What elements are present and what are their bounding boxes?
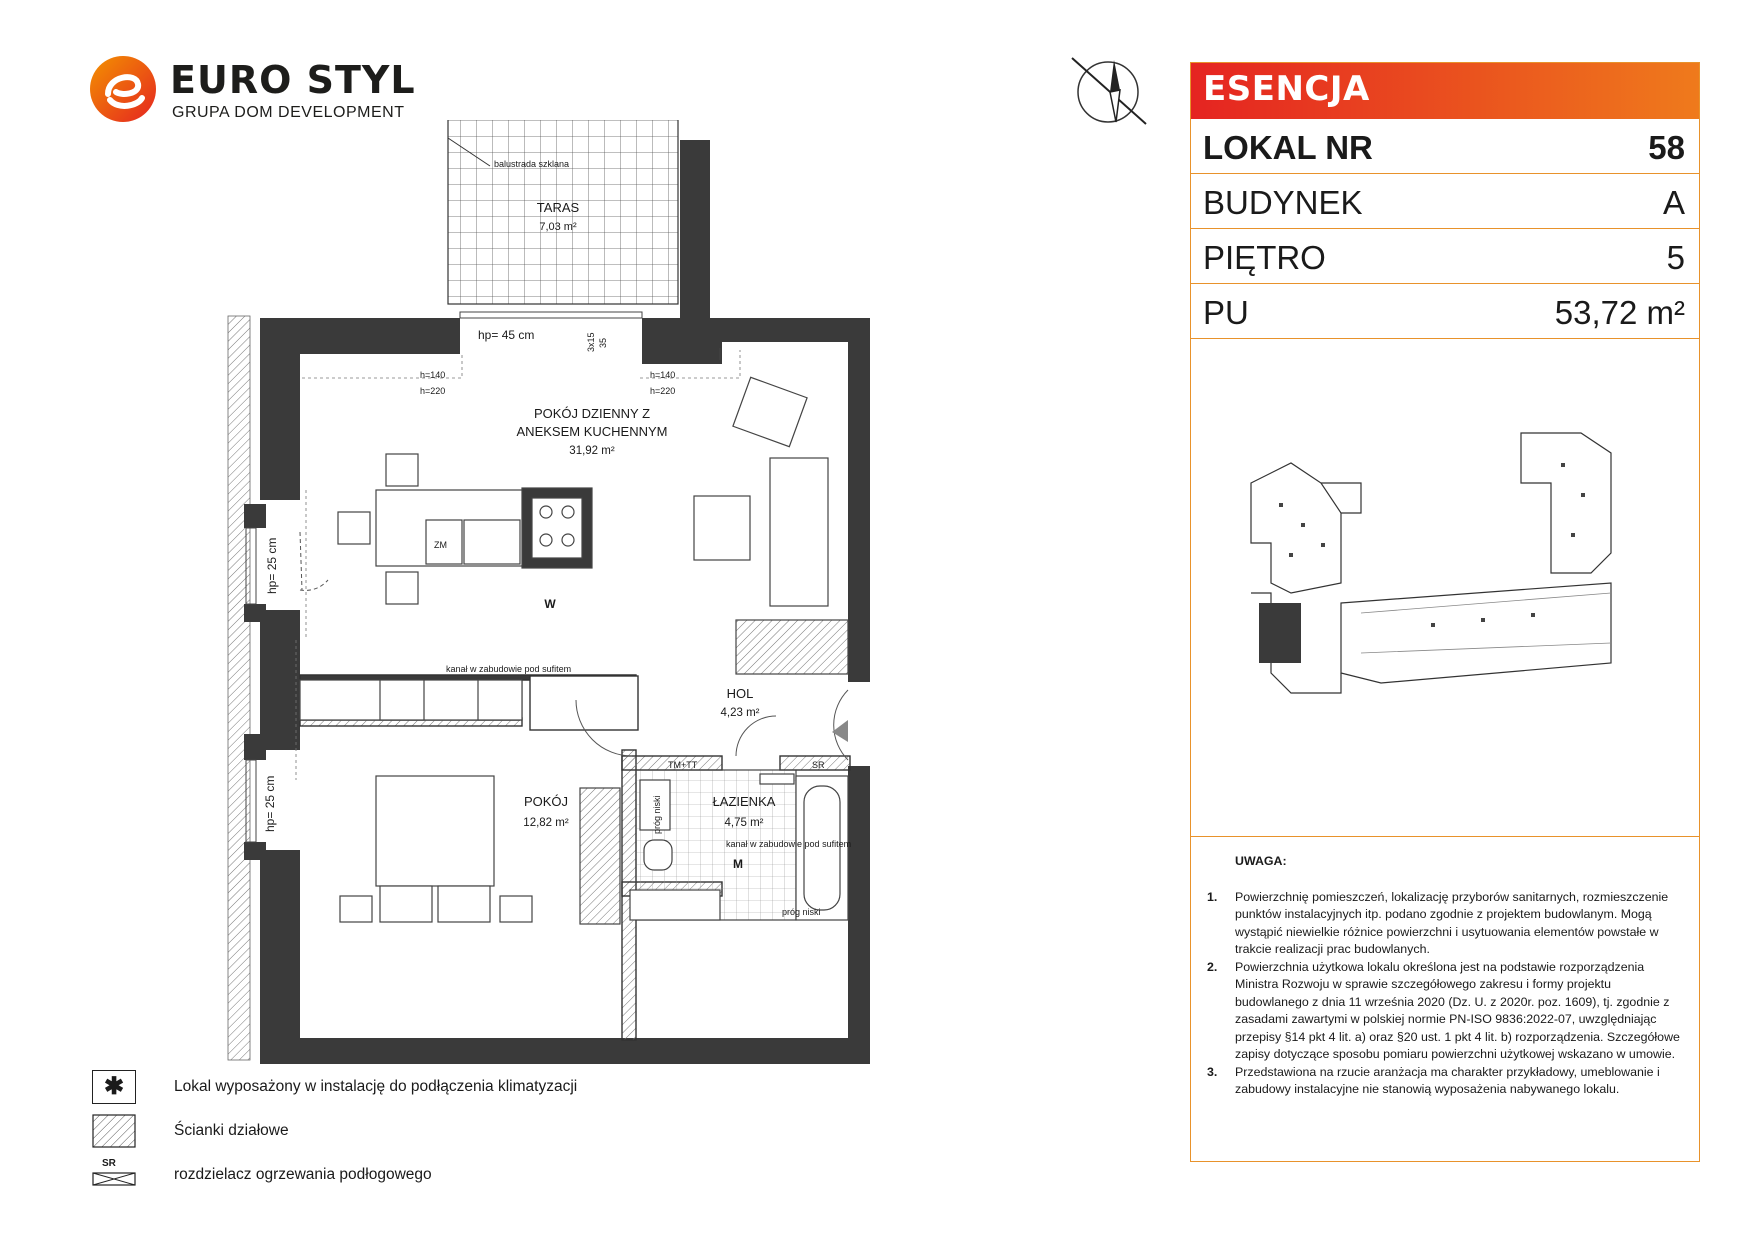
asterisk-icon: ✱: [92, 1070, 136, 1104]
stairs-label-2: 35: [598, 337, 608, 348]
note-1-text: Powierzchnię pomieszczeń, lokalizację przyborów sanitarnych, rozmieszczenie punktów instalacyjnych itp. podano zgodnie z projektem budowlanym. Mogą wystąpić niewielkie różnice powierzchni i usytuowania elementów powstałe w trakcie realizacji prac budowlanych.: [1235, 889, 1669, 956]
legend-item-partition: [92, 1114, 652, 1150]
living-area: 31,92 m²: [569, 445, 615, 457]
note-1-num: 1.: [1207, 889, 1218, 904]
unit-info-panel: [1190, 62, 1700, 1162]
floor-value: 5: [1666, 239, 1685, 276]
building-key-plan: [1231, 423, 1661, 743]
hp25-label: hp= 25 cm: [265, 537, 279, 594]
prog-label-2: próg niski: [652, 795, 662, 834]
stairs-label: 3x15: [586, 332, 596, 352]
note-3: [1207, 1064, 1687, 1099]
notes-divider: [1191, 836, 1699, 837]
area-value: 53,72 m²: [1554, 294, 1685, 331]
note-3-text: Przedstawiona na rzucie aranżacja ma charakter przykładowy, umeblowanie i zabudowy instalacyjne nie stanowią wyposażenia nabywanego lokalu.: [1235, 1064, 1660, 1096]
room-area: 12,82 m²: [523, 817, 569, 829]
w-label: W: [544, 597, 556, 611]
legend-item-distributor: [92, 1158, 652, 1194]
row-floor: [1191, 229, 1699, 284]
h220-label-2: h=220: [650, 386, 676, 396]
panel-header: [1191, 63, 1699, 119]
compass-icon: [1070, 56, 1148, 126]
hatched-wall-icon: [92, 1114, 136, 1148]
unit-number-label: LOKAL NR: [1203, 129, 1373, 166]
h140-label-2: h=140: [650, 370, 676, 380]
note-3-num: 3.: [1207, 1064, 1218, 1079]
floor-plan: [220, 120, 980, 1070]
zm-label: ZM: [434, 540, 447, 550]
terrace-area: 7,03 m²: [539, 221, 577, 233]
kanal-label-2: kanał w zabudowie pod sufitem: [726, 839, 852, 849]
legend-text-aircon: Lokal wyposażony w instalację do podłączenia klimatyzacji: [174, 1078, 578, 1095]
brand-name: EURO STYL: [170, 58, 416, 102]
row-area: [1191, 284, 1699, 339]
brand-subtitle: GRUPA DOM DEVELOPMENT: [172, 104, 405, 121]
euro-styl-logo-icon: [88, 54, 158, 124]
legend-item-aircon: [92, 1070, 652, 1106]
floor-heating-distributor-icon: SR: [92, 1158, 136, 1192]
outer-strip: [228, 316, 250, 1060]
living-name-2: ANEKSEM KUCHENNYM: [516, 424, 668, 439]
hall-name: HOL: [726, 686, 754, 701]
area-label: PU: [1203, 294, 1249, 331]
row-building: [1191, 174, 1699, 229]
sr-label: SR: [812, 760, 825, 770]
note-2-text: Powierzchnia użytkowa lokalu określona jest na podstawie rozporządzenia Ministra Rozwoju w sprawie szczegółowego zakresu i formy projektu budowlanego z dnia 11 września 2020 (Dz. U. z 2020r. poz. 1609), tj. zgodnie z zasadami zawartymi w polskiej normie PN-ISO 9836:2022-07, uwzględniając przepisy §14 pkt 4 lit. a) oraz §20 ust. 1 pkt 4 lit. b) rozporządzenia. Szczegółowe zapisy dotyczące sposobu pomiaru powierzchni użytkowej wskazano w umowie.: [1235, 959, 1680, 1061]
hp45-label: hp= 45 cm: [478, 328, 535, 342]
note-2-num: 2.: [1207, 959, 1218, 974]
building-label: BUDYNEK: [1203, 184, 1363, 221]
balustrade-label: balustrada szklana: [494, 159, 570, 169]
legend-text-distributor: rozdzielacz ogrzewania podłogowego: [174, 1166, 432, 1183]
row-unit-number: [1191, 119, 1699, 174]
legend-text-partition: Ścianki działowe: [174, 1122, 289, 1139]
note-1: [1207, 889, 1687, 959]
terrace-name: TARAS: [536, 200, 580, 215]
building-value: A: [1662, 184, 1685, 221]
bedroom-furniture: [340, 776, 620, 924]
bathroom-name: ŁAZIENKA: [712, 794, 776, 809]
unit-number-value: 58: [1648, 129, 1685, 166]
brand-logo: [88, 54, 416, 124]
project-name: ESENCJA: [1203, 69, 1370, 109]
notes-title: UWAGA:: [1235, 854, 1287, 868]
bathroom-area: 4,75 m²: [724, 817, 764, 829]
hall-area: 4,23 m²: [720, 707, 760, 719]
tm-tt-label: TM+TT: [668, 760, 698, 770]
living-name-1: POKÓJ DZIENNY Z: [533, 406, 651, 421]
terrace: [448, 120, 710, 318]
note-2: [1207, 959, 1687, 1064]
h220-label: h=220: [420, 386, 446, 396]
hp25-label-2: hp= 25 cm: [263, 775, 277, 832]
kanal-label: kanał w zabudowie pod sufitem: [446, 664, 572, 674]
m-label: M: [733, 857, 743, 871]
h140-label: h=140: [420, 370, 446, 380]
notes-section: [1207, 853, 1687, 1099]
floor-label: PIĘTRO: [1203, 239, 1326, 276]
prog-label: próg niski: [782, 907, 821, 917]
room-name: POKÓJ: [523, 794, 569, 809]
